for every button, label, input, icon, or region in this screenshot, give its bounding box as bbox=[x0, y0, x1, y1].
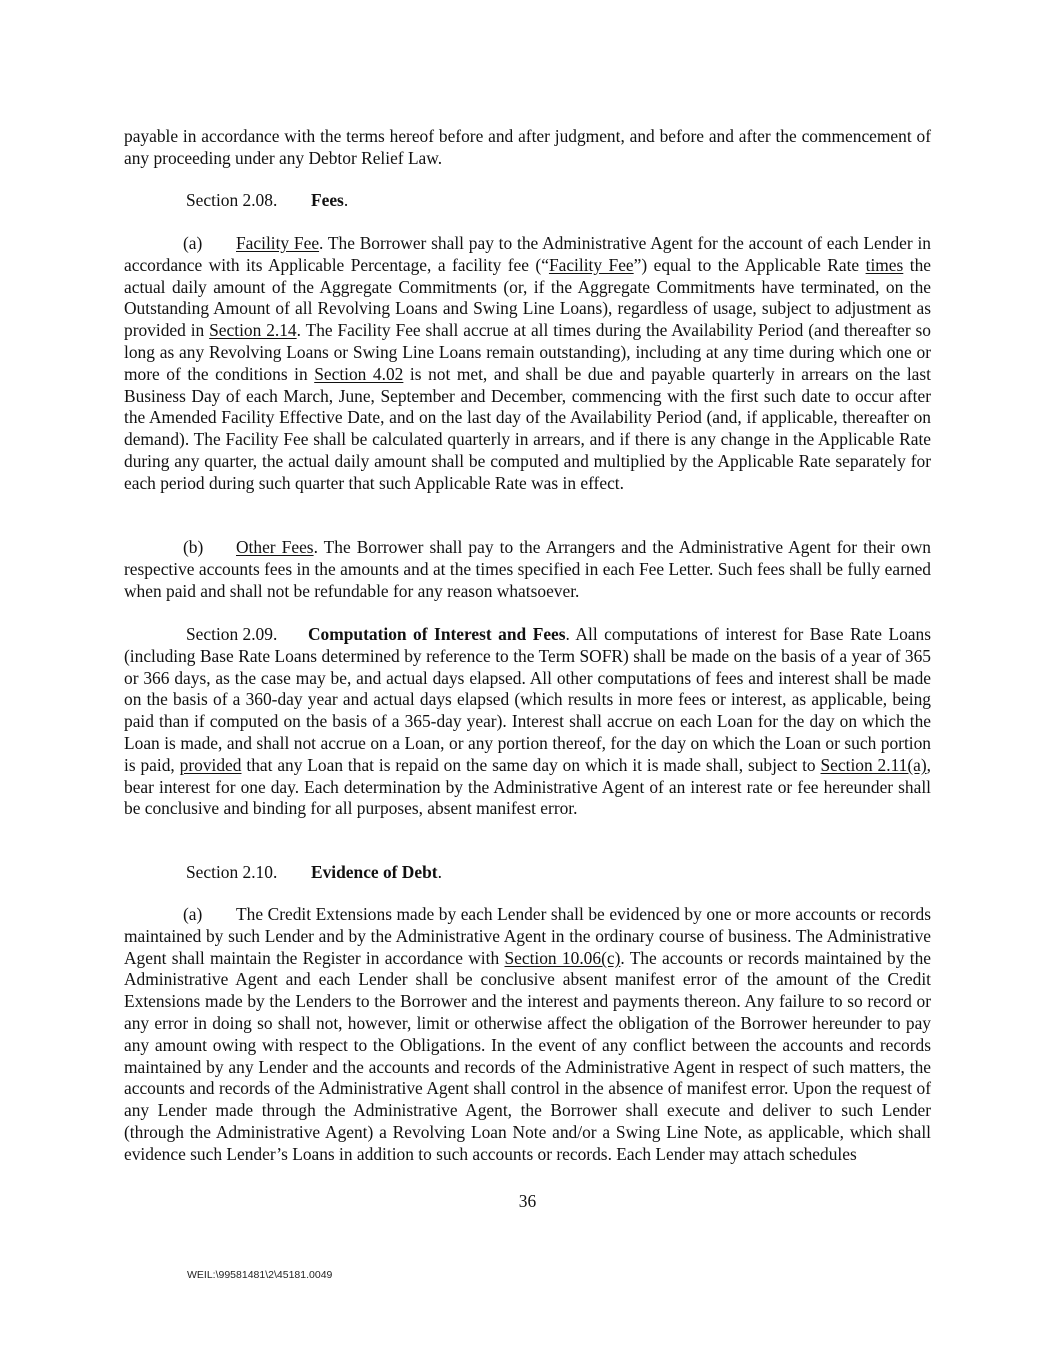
emphasis-provided: provided bbox=[179, 754, 242, 775]
section-title: Fees bbox=[311, 190, 344, 210]
cross-reference: Section 10.06(c) bbox=[504, 947, 621, 968]
section-number: Section 2.09. bbox=[186, 624, 278, 644]
clause-label: (b) bbox=[183, 537, 204, 557]
defined-term: Facility Fee bbox=[548, 254, 634, 275]
clause-caption: Other Fees bbox=[236, 537, 314, 557]
emphasis-times: times bbox=[865, 254, 904, 275]
section-2-08-b-paragraph: (b) Other Fees. The Borrower shall pay to the Arrangers and the Administrative Agent for their own respective accounts fees in the amounts and at the times specified in each Fee Letter. Such fees shall be fully earned when paid and shall not be refundable for any reason whatsoever. bbox=[124, 537, 932, 601]
section-title: Evidence of Debt bbox=[311, 862, 438, 882]
clause-label: (a) bbox=[183, 904, 203, 924]
page-number: 36 bbox=[518, 1191, 537, 1211]
section-2-10-heading: Section 2.10. Evidence of Debt. bbox=[186, 862, 442, 882]
section-2-10-a-paragraph: (a) The Credit Extensions made by each Lender shall be evidenced by one or more accounts or records maintained by such Lender and by the Administrative Agent in the ordinary course of business. The Administrative Agent shall maintain the Register in accordance with Section 10.06(c). The accounts or records maintained by the Administrative Agent and each Lender shall be conclusive absent manifest error of the amount of the Credit Extensions made by the Lenders to the Borrower and the interest and payments thereon. Any failure to so record or any error in doing so shall not, however, limit or otherwise affect the obligation of the Borrower hereunder to pay any amount owing with respect to the Obligations. In the event of any conflict between the accounts and records maintained by any Lender and the accounts and records of the Administrative Agent in respect of such matters, the accounts and records of the Administrative Agent shall control in the absence of manifest error. Upon the request of any Lender made through the Administrative Agent, the Borrower shall execute and deliver to such Lender (through the Administrative Agent) a Revolving Loan Note and/or a Swing Line Note, as applicable, which shall evidence such Lender’s Loans in addition to such accounts or records. Each Lender may attach schedules bbox=[124, 904, 931, 1164]
section-number: Section 2.10. bbox=[186, 862, 278, 882]
section-number: Section 2.08. bbox=[186, 190, 278, 210]
cross-reference: Section 2.11(a) bbox=[820, 754, 927, 775]
section-title: Computation of Interest and Fees bbox=[308, 624, 566, 644]
clause-label: (a) bbox=[183, 233, 203, 253]
section-2-08-heading: Section 2.08. Fees. bbox=[186, 190, 349, 210]
cross-reference: Section 4.02 bbox=[314, 363, 404, 384]
section-2-08-a-paragraph: (a) Facility Fee. The Borrower shall pay to the Administrative Agent for the account of each Lender in accordance with its Applicable Percentage, a facility fee (“Facility Fee”) equal to the Applicable Rate times the actual daily amount of the Aggregate Commitments (or, if the Aggregate Commitments have terminated, on the Outstanding Amount of all Revolving Loans and Swing Line Loans), regardless of usage, subject to adjustment as provided in Section 2.14. The Facility Fee shall accrue at all times during the Availability Period (and thereafter so long as any Revolving Loans or Swing Line Loans remain outstanding), including at any time during which one or more of the conditions in Section 4.02 is not met, and shall be due and payable quarterly in arrears on the last Business Day of each March, June, September and December, commencing with the first such date to occur after the Amended Facility Effective Date, and on the last day of the Availability Period (and, if applicable, thereafter on demand). The Facility Fee shall be calculated quarterly in arrears, and if there is any change in the Applicable Rate during any quarter, the actual daily amount shall be computed and multiplied by the Applicable Rate separately for each period during such quarter that such Applicable Rate was in effect. bbox=[124, 233, 932, 493]
clause-caption: Facility Fee bbox=[236, 233, 320, 253]
cross-reference: Section 2.14 bbox=[209, 320, 297, 341]
section-2-09-paragraph: Section 2.09. Computation of Interest and Fees. All computations of interest for Base Rate Loans (including Base Rate Loans determined by reference to the Term SOFR) shall be made on the basis of a year of 365 or 366 days, as the case may be, and actual days elapsed. All other computations of fees and interest shall be made on the basis of a 360-day year and actual days elapsed (which results in more fees or interest, as applicable, being paid than if computed on the basis of a 365-day year). Interest shall accrue on each Loan for the day on which the Loan is made, and shall not accrue on a Loan, or any portion thereof, for the day on which the Loan or such portion is paid, provided that any Loan that is repaid on the same day on which it is made shall, subject to Section 2.11(a), bear interest for one day. Each determination by the Administrative Agent of an interest rate or fee hereunder shall be conclusive and binding for all purposes, absent manifest error. bbox=[124, 624, 931, 819]
document-id: WEIL:\99581481\2\45181.0049 bbox=[187, 1269, 333, 1281]
continuation-paragraph: payable in accordance with the terms hereof before and after judgment, and before and after the commencement of any proceeding under any Debtor Relief Law. bbox=[124, 126, 931, 168]
